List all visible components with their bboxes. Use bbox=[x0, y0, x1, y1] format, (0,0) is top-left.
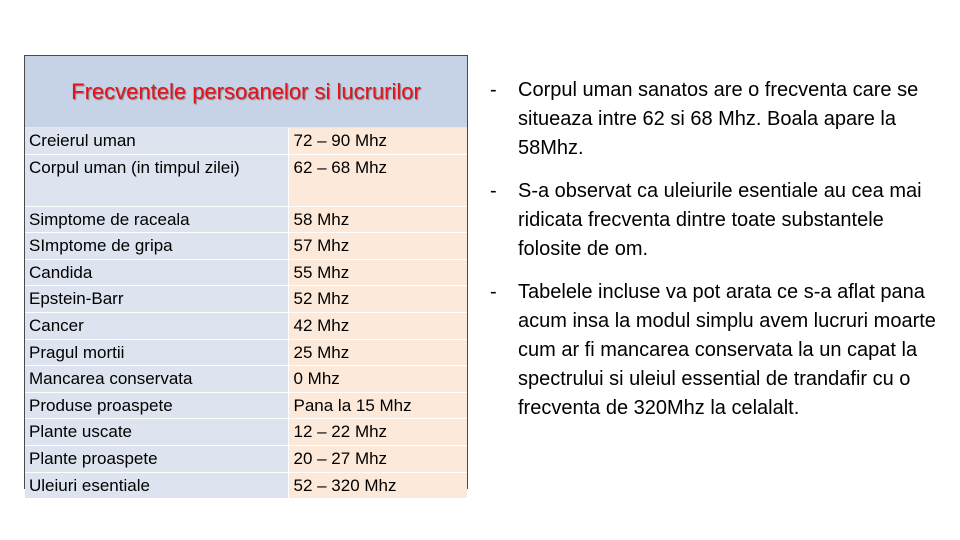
row-value: 12 – 22 Mhz bbox=[288, 419, 467, 446]
row-name: Mancarea conservata bbox=[25, 366, 288, 393]
row-name: Pragul mortii bbox=[25, 339, 288, 366]
bullet-text: S-a observat ca uleiurile esentiale au cea mai ridicata frecventa dintre toate substantele folosite de om. bbox=[518, 180, 922, 260]
row-value: 52 – 320 Mhz bbox=[288, 472, 467, 499]
row-value: 62 – 68 Mhz bbox=[288, 154, 467, 206]
table-row bbox=[25, 286, 467, 313]
row-name: Plante uscate bbox=[25, 419, 288, 446]
table-row bbox=[25, 233, 467, 260]
row-name: Candida bbox=[25, 259, 288, 286]
row-value: 25 Mhz bbox=[288, 339, 467, 366]
table-row bbox=[25, 366, 467, 393]
table-row bbox=[25, 392, 467, 419]
bullet-text: Corpul uman sanatos are o frecventa care se situeaza intre 62 si 68 Mhz. Boala apare la 58Mhz. bbox=[518, 79, 919, 159]
row-value: 42 Mhz bbox=[288, 312, 467, 339]
row-name: Epstein-Barr bbox=[25, 286, 288, 313]
table-row bbox=[25, 154, 467, 206]
list-item bbox=[490, 76, 950, 163]
table-row bbox=[25, 445, 467, 472]
row-value: 0 Mhz bbox=[288, 366, 467, 393]
bullet-text: Tabelele incluse va pot arata ce s-a aflat pana acum insa la modul simplu avem lucruri moarte cum ar fi mancarea conservata la un capat la spectrului si uleiul essential de trandafir cu o frecventa de 320Mhz la celalalt. bbox=[518, 281, 936, 419]
row-name: Creierul uman bbox=[25, 128, 288, 154]
frequency-table-card bbox=[24, 55, 468, 495]
row-name: Cancer bbox=[25, 312, 288, 339]
row-value: 57 Mhz bbox=[288, 233, 467, 260]
row-value: 58 Mhz bbox=[288, 206, 467, 233]
table-row bbox=[25, 259, 467, 286]
table-row bbox=[25, 206, 467, 233]
table-row bbox=[25, 339, 467, 366]
row-value: 52 Mhz bbox=[288, 286, 467, 313]
table-row bbox=[25, 128, 467, 154]
bullet-marker: - bbox=[490, 79, 497, 101]
bullet-list bbox=[490, 76, 950, 437]
row-name: SImptome de gripa bbox=[25, 233, 288, 260]
table-header bbox=[25, 56, 467, 128]
row-value: 55 Mhz bbox=[288, 259, 467, 286]
frequency-table bbox=[25, 128, 467, 499]
row-name: Uleiuri esentiale bbox=[25, 472, 288, 499]
table-row bbox=[25, 419, 467, 446]
row-value: Pana la 15 Mhz bbox=[288, 392, 467, 419]
bullet-marker: - bbox=[490, 281, 497, 303]
row-value: 20 – 27 Mhz bbox=[288, 445, 467, 472]
row-name: Produse proaspete bbox=[25, 392, 288, 419]
table-row bbox=[25, 472, 467, 499]
row-value: 72 – 90 Mhz bbox=[288, 128, 467, 154]
bullet-marker: - bbox=[490, 180, 497, 202]
list-item bbox=[490, 177, 950, 264]
row-name: Corpul uman (in timpul zilei) bbox=[25, 154, 288, 206]
table-title: Frecventele persoanelor si lucrurilor bbox=[71, 78, 421, 104]
list-item bbox=[490, 278, 950, 423]
row-name: Simptome de raceala bbox=[25, 206, 288, 233]
row-name: Plante proaspete bbox=[25, 445, 288, 472]
table-row bbox=[25, 312, 467, 339]
